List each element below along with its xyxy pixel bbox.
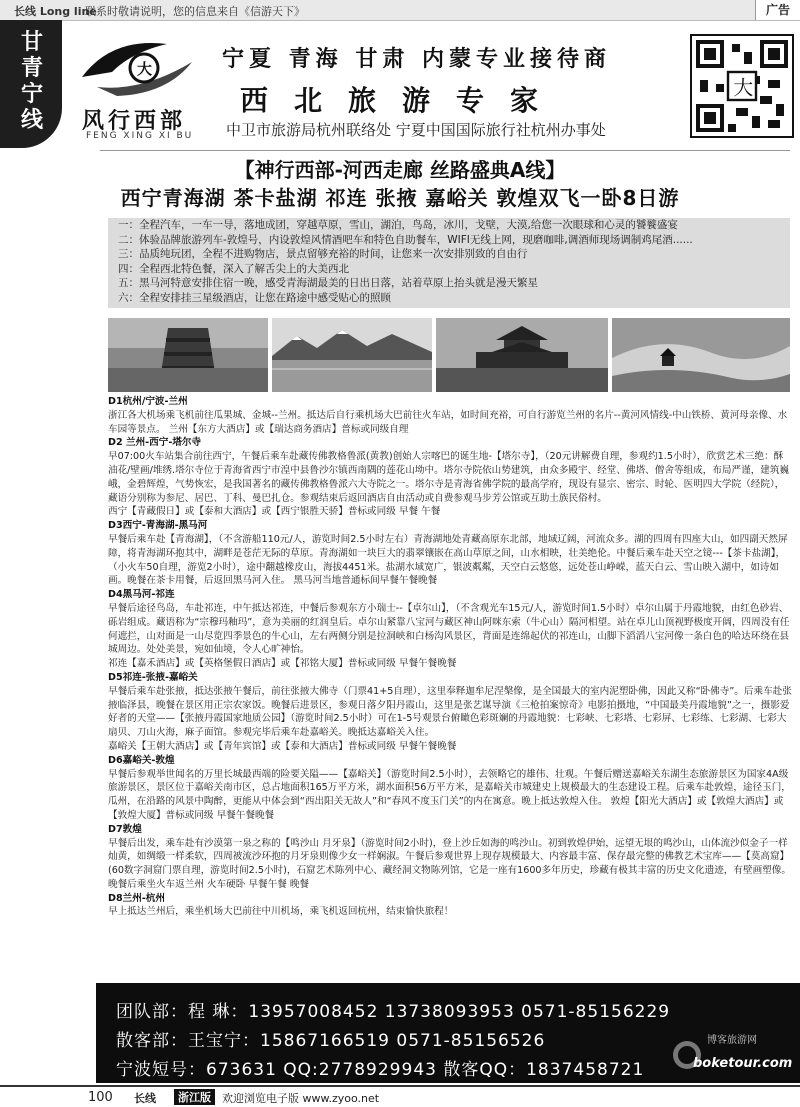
feature-item: 六：全程安排挂三星级酒店，让您在路途中感受贴心的照顾 bbox=[118, 291, 391, 304]
tour-route: 西宁青海湖 茶卡盐湖 祁连 张掖 嘉峪关 敦煌双飞一卧8日游 bbox=[120, 186, 680, 210]
feature-item: 二：体验品牌旅游列车-敦煌号，内设敦煌风情酒吧车和特色自助餐车，WIFI无线上网，现磨咖啡,调酒师现场调制鸡尾酒...... bbox=[118, 233, 693, 246]
itinerary-text: 早餐后乘车赴【青海湖】，（不含游船110元/人，游览时间2.5小时左右）青海湖地处青藏高原东北部，地域辽阔，河流众多。湖的四周有四座大山，如四副天然屏障，将青海湖环抱其中，湖畔是苍茫无际的草原。青海湖如一块巨大的翡翠镶嵌在高山草原之间，山水相映，壮美绝伦。中餐后乘车赴天空之镜---【茶卡盐湖】，（小火车50自理，游览2小时），途中翻越橡皮山，海拔4451米。盐湖水域宽广，银波粼粼，天空白云悠悠，远处苍山峥嵘，蓝天白云、雪山映入湖中，如诗如画。晚餐在茶卡用餐，后返回黑马河入住。 黑马河当地普通标间早餐午餐晚餐 bbox=[108, 533, 788, 587]
svg-text:大: 大 bbox=[137, 60, 153, 78]
page-number: 100 bbox=[88, 1090, 113, 1105]
blog-name-en: boketour.com bbox=[693, 1056, 793, 1071]
itinerary-day-title: D6嘉峪关-敦煌 bbox=[108, 754, 175, 766]
itinerary-day-title: D4黑马河-祁连 bbox=[108, 589, 175, 601]
contact-panel bbox=[96, 983, 800, 1083]
itinerary-day bbox=[108, 754, 792, 768]
photo-jiayuguan-fort bbox=[436, 318, 608, 392]
boketour-logo bbox=[671, 1025, 793, 1075]
itinerary-text: 西宁【青藏假日】或【泰和大酒店】或【西宁银胜天骄】普标或同级 早餐 午餐 bbox=[108, 506, 441, 518]
itinerary-text: 早上抵达兰州后，乘坐机场大巴前往中川机场，乘飞机返回杭州，结束愉快旅程！ bbox=[108, 906, 454, 918]
photo-desert-pavilion bbox=[612, 318, 790, 392]
ad-label: 广告 bbox=[755, 0, 800, 20]
svg-text:大: 大 bbox=[733, 75, 754, 100]
section-tab-label: 甘青宁线 bbox=[20, 30, 43, 133]
header-headline: 西北旅游专家 bbox=[240, 84, 565, 117]
itinerary-day-title: D8兰州-杭州 bbox=[108, 892, 165, 904]
feature-item: 五：黑马河特意安排住宿一晚，感受青海湖最美的日出日落，站着草原上抬头就是漫天繁星 bbox=[118, 277, 538, 290]
itinerary bbox=[108, 395, 792, 919]
itinerary-text: 早餐后乘车赴张掖，抵达张掖午餐后，前往张掖大佛寺（门票41+5自理），这里奉释迦牟尼涅槃像，是全国最大的室内泥塑卧佛，因此又称“卧佛寺”。后乘车赴张掖临泽县，晚餐在景区用正宗农家饭。晚餐后进景区，参观日落夕阳丹霞山，这里是张艺谋导演《三枪拍案惊奇》电影拍摄地，“中国最美丹霞地貌”之一，摄影爱好者的天堂——【张掖丹霞国家地质公园】（游览时间2.5小时）可在1-5号观景台俯瞰色彩斑斓的丹霞地貌：七彩峡、七彩塔、七彩屏、七彩练、七彩湖、七彩大扇贝、刀山火海，麻子面馆。参观完毕后乘车赴嘉峪关。晚抵达嘉峪关入住。 bbox=[108, 685, 792, 739]
tour-name: 【神行西部-河西走廊 丝路盛典A线】 bbox=[234, 158, 566, 182]
feature-item: 一：全程汽车，一车一导，落地成团，穿越草原，雪山，湖泊，鸟岛，冰川，戈壁，大漠,给您一次眼球和心灵的饕餮盛宴 bbox=[118, 219, 678, 231]
feature-item: 三：品质纯玩团，全程不进购物店，景点留够充裕的时间，让您来一次安排别致的自由行 bbox=[118, 248, 528, 261]
itinerary-day-title: D5祁连-张掖-嘉峪关 bbox=[108, 671, 198, 683]
itinerary-day bbox=[108, 436, 792, 450]
top-bar bbox=[0, 0, 800, 21]
blog-name-cn: 博客旅游网 bbox=[707, 1035, 757, 1046]
itinerary-text: 祁连【嘉禾酒店】或【英格堡假日酒店】或【祁铭大厦】普标或同级 早餐午餐晚餐 bbox=[108, 658, 457, 670]
ad-header bbox=[62, 22, 800, 150]
header-tagline: 宁夏 青海 甘肃 内蒙专业接待商 bbox=[222, 47, 611, 72]
itinerary-day bbox=[108, 588, 792, 602]
itinerary-day-title: D1杭州/宁波-兰州 bbox=[108, 396, 188, 407]
itinerary-day bbox=[108, 823, 792, 837]
footer-section: 长线 bbox=[134, 1092, 156, 1105]
photo-strip bbox=[108, 318, 790, 392]
section-tab bbox=[0, 20, 62, 148]
itinerary-text: 嘉峪关【王朝大酒店】或【青年宾馆】或【泰和大酒店】普标或同级 早餐午餐晚餐 bbox=[108, 740, 457, 752]
itinerary-text: 早餐后参观举世闻名的万里长城最西端的险要关隘——【嘉峪关】（游览时间2.5小时），去领略它的雄伟、壮观。午餐后赠送嘉峪关东湖生态旅游景区为国家4A级旅游景区，景区位于嘉峪关南市区，总占地面积165万平方米，湖水面积56万平方米，是嘉峪关市城建史上规模最大的生态建设工程。后乘车赴敦煌，途径玉门，瓜州，在沿路的风景中陶醉，更能从中体会到“西出阳关无故人”和“春风不度玉门关”的内在寓意。晚上抵达敦煌入住。 敦煌【阳光大酒店】或【敦煌大酒店】或【敦煌大厦】普标或同级 早餐午餐晚餐 bbox=[108, 768, 791, 821]
photo-lake-mountains bbox=[272, 318, 432, 392]
itinerary-text: 早07:00火车站集合前往西宁，午餐后乘车赴藏传佛教格鲁派(黄教)创始人宗喀巴的诞生地-【塔尔寺】，（20元讲解费自理，参观约1.5小时），欣赏艺术三绝：酥油花/壁画/堆绣.塔尔寺位于青海省西宁市湟中县鲁沙尔镇西南隅的莲花山坳中。塔尔寺院依山势建筑，由众多殿宇、经堂、佛塔、僧舍等组成，布局严谨，建筑巍峨，金碧辉煌，气势恢宏，是我国著名的藏传佛教格鲁派六大寺院之一。塔尔寺是青海省佛学院的最高学府，现设有显宗、密宗、时轮、医明四大学院（经院），藏语分别称为参尼、居巴、丁科、曼巴扎仓。参观结束后返回酒店自由活动或自费参观马步芳公馆或互助土族民俗村。 bbox=[108, 451, 790, 504]
itinerary-day bbox=[108, 395, 792, 409]
feature-list bbox=[108, 218, 790, 308]
contact-note: 联系时敬请说明，您的信息来自《信游天下》 bbox=[85, 5, 305, 18]
page-footer bbox=[0, 1085, 800, 1107]
itinerary-day bbox=[108, 671, 792, 685]
qr-code-icon bbox=[690, 34, 794, 138]
header-divider bbox=[100, 150, 790, 151]
footer-welcome: 欢迎浏览电子版 www.zyoo.net bbox=[222, 1092, 380, 1105]
brand-swirl-logo bbox=[72, 32, 202, 102]
itinerary-text: 早餐后出发，乘车赴有沙漠第一泉之称的【鸣沙山 月牙泉】（游览时间2小时)，登上沙丘如海的鸣沙山。初到敦煌伊始，远望无垠的鸣沙山，山体流沙似金子一样灿黄，如绸缎一样柔软，四周被流沙环抱的月牙泉则像少女一样娴淑。午餐后参观世界上现存规模最大、内容最丰富、保存最完整的佛教艺术宝库——【莫高窟】(60数字洞窟门票自理，游览时间2.5小时)，石窟艺术陈列中心、藏经洞文物陈列馆，它是一座有1600多年历史，珍藏有极其丰富的历史文化遗迹，有壁画塑像。晚餐后乘坐火车返兰州 火车硬卧 早餐午餐 晚餐 bbox=[108, 837, 791, 890]
header-offices: 中卫市旅游局杭州联络处 宁夏中国国际旅行社杭州办事处 bbox=[226, 121, 606, 139]
contact-group: 团队部：程 琳：13957008452 13738093953 0571-85156229 bbox=[116, 1002, 671, 1022]
itinerary-day-title: D3西宁-青海湖-黑马河 bbox=[108, 520, 208, 532]
itinerary-day bbox=[108, 892, 792, 906]
itinerary-day-title: D7敦煌 bbox=[108, 823, 142, 835]
brand-name: 风行西部 bbox=[82, 108, 187, 134]
brand-pinyin: FENG XING XI BU bbox=[86, 131, 194, 141]
footer-region-badge: 浙江版 bbox=[174, 1089, 215, 1105]
feature-item: 四：全程西北特色餐，深入了解舌尖上的大美西北 bbox=[118, 262, 349, 275]
masthead-logo: 长线 Long line bbox=[14, 5, 97, 18]
itinerary-day bbox=[108, 519, 792, 533]
photo-mogao-pagoda bbox=[108, 318, 268, 392]
itinerary-text: 浙江各大机场乘飞机前往瓜果城、金城--兰州。抵达后自行乘机场大巴前往火车站，如时间充裕，可自行游览兰州的名片--黄河风情线-中山铁桥、黄河母亲像、水车园等景点。 兰州【东方大酒店】或【瑞达商务酒店】普标或同级自理 bbox=[108, 409, 788, 435]
itinerary-text: 早餐后途径鸟岛，车赴祁连，中午抵达祁连，中餐后参观东方小瑞士--【卓尔山】，（不含观光车15元/人，游览时间1.5小时）卓尔山属于丹霞地貌，由红色砂岩、砾岩组成。藏语称为“宗穆玛釉玛”，意为美丽的红润皇后。卓尔山紧靠八宝河与藏区神山阿咪东索（牛心山）隔河相望。站在卓儿山顶视野极度开阔，四周没有任何遮拦，山对面是一山尽览四季景色的牛心山，左右两侧分别是拉洞峡和白杨沟风景区，背面是连绵起伏的祁连山，山脚下滔滔八宝河像一条白色的哈达环绕在县城周边。处处美景，宛如仙境，令人心旷神怡。 bbox=[108, 602, 790, 656]
contact-ningbo: 宁波短号：673631 QQ:2778929943 散客QQ：1837458721 bbox=[116, 1060, 645, 1080]
itinerary-day-title: D2 兰州-西宁-塔尔寺 bbox=[108, 437, 202, 449]
contact-retail: 散客部：王宝宁：15867166519 0571-85156526 bbox=[116, 1031, 546, 1051]
